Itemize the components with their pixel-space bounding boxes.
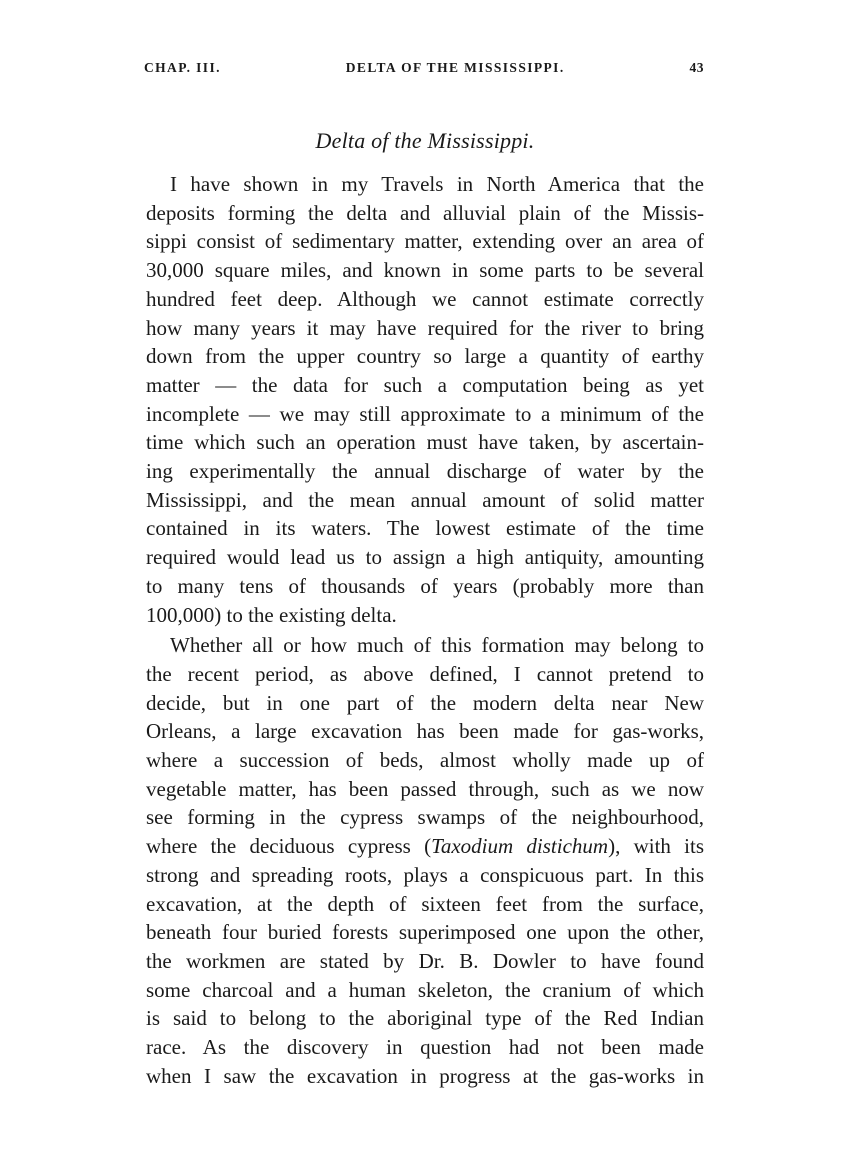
text-line: excavation, at the depth of sixteen feet from the surface, <box>146 891 704 916</box>
text-line: the recent period, as above defined, I cannot pretend to <box>146 661 704 686</box>
text-line: vegetable matter, has been passed through, such as we now <box>146 776 704 801</box>
text-line: matter — the data for such a computation being as yet <box>146 372 704 397</box>
text-line: how many years it may have required for the river to bring <box>146 315 704 340</box>
page-number: 43 <box>689 60 704 75</box>
section-title: Delta of the Mississippi. <box>315 128 535 153</box>
text-line: see forming in the cypress swamps of the neighbourhood, <box>146 805 704 830</box>
text-line: sippi consist of sedimentary matter, extending over an area of <box>146 229 704 254</box>
chapter-label: CHAP. III. <box>144 60 221 75</box>
book-page <box>146 60 704 1091</box>
text-line: the workmen are stated by Dr. B. Dowler to have found <box>146 948 704 973</box>
paragraph-2 <box>146 631 704 1090</box>
text-line: 30,000 square miles, and known in some parts to be several <box>146 258 704 283</box>
text-line: beneath four buried forests superimposed one upon the other, <box>146 920 704 945</box>
text-line: I have shown in my Travels in North America that the <box>170 172 704 196</box>
text-line: strong and spreading roots, plays a conspicuous part. In this <box>146 862 704 887</box>
body-text <box>146 170 704 1091</box>
running-title: DELTA OF THE MISSISSIPPI. <box>345 60 565 75</box>
text-line: 100,000) to the existing delta. <box>146 602 397 627</box>
text-line: deposits forming the delta and alluvial plain of the Missis- <box>146 200 704 225</box>
text-line: where the deciduous cypress (Taxodium distichum), with its <box>146 834 705 859</box>
text-line: Mississippi, and the mean annual amount of solid matter <box>146 487 704 512</box>
text-line: to many tens of thousands of years (probably more than <box>146 573 704 598</box>
text-line: when I saw the excavation in progress at the gas-works in <box>146 1063 704 1088</box>
text-line: hundred feet deep. Although we cannot estimate correctly <box>146 286 704 311</box>
text-line: is said to belong to the aboriginal type of the Red Indian <box>146 1006 704 1031</box>
text-line: race. As the discovery in question had not been made <box>146 1035 704 1060</box>
text-line: some charcoal and a human skeleton, the cranium of which <box>146 977 704 1002</box>
text-line: required would lead us to assign a high antiquity, amounting <box>146 545 704 570</box>
text-line: where a succession of beds, almost wholly made up of <box>146 748 704 773</box>
text-line: ing experimentally the annual discharge of water by the <box>146 459 704 484</box>
text-line: decide, but in one part of the modern delta near New <box>146 690 704 715</box>
paragraph-1 <box>146 170 704 629</box>
text-line: incomplete — we may still approximate to a minimum of the <box>146 401 704 426</box>
text-line: contained in its waters. The lowest estimate of the time <box>146 516 704 541</box>
text-line: down from the upper country so large a quantity of earthy <box>146 344 704 369</box>
text-line: Whether all or how much of this formation may belong to <box>170 633 704 658</box>
running-head <box>144 60 704 90</box>
text-line: time which such an operation must have taken, by ascertain- <box>146 430 704 455</box>
text-line: Orleans, a large excavation has been made for gas-works, <box>146 719 704 744</box>
